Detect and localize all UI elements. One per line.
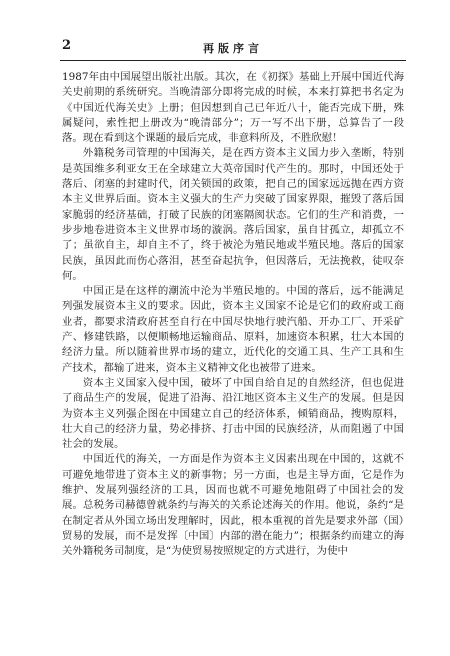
page-number: 2 <box>62 38 72 53</box>
page-header <box>62 38 404 54</box>
header-rule <box>60 60 406 61</box>
paragraph-5: 中国近代的海关，一方面是作为资本主义因素出现在中国的，这就不可避免地带进了资本主义的新事物；另一方面，也是主导方面，它是作为维护、发展列强经济的工具，因而也就不可避免地阻碍了中国社会的发展。总税务司赫德曾就条约与海关的关系论述海关的作用。他说，条约“是在制定者从外国立场出发理解时，因此，根本重视的首先是要求外部（国）贸易的发展，而不是发挥〔中国〕内部的潜在能力”；根据条约而建立的海关外籍税务司制度，是“为使贸易按照规定的方式进行，为使中 <box>62 453 404 558</box>
paragraph-4: 资本主义国家入侵中国，破坏了中国自给自足的自然经济，但也促进了商品生产的发展，促进了沿海、沿江地区资本主义生产的发展。但是因为资本主义列强企图在中国建立自己的经济体系，倾销商品，搜购原料，壮大自己的经济力量，势必排挤、打击中国的民族经济，从而阻遏了中国社会的发展。 <box>62 376 404 451</box>
body-text <box>62 70 404 560</box>
paragraph-2: 外籍税务司管理的中国海关，是在西方资本主义国力步入垄断，特别是英国维多利亚女王在全球建立大英帝国时代产生的。那时，中国还处于落后、闭塞的封建时代，闭关锁国的政策，把自己的国家远远抛在西方资本主义世界后面。资本主义强大的生产力突破了国家界限，摧毁了落后国家脆弱的经济基础，打破了民族的闭塞隔阂状态。它们的生产和消费，一步步地卷进资本主义世界市场的漩涡。落后国家，虽自甘孤立，却孤立不了；虽欲自主，却自主不了，终于被沦为殖民地或半殖民地。落后的国家民族，虽因此而伤心落泪，甚至奋起抗争，但因落后，无法挽救，徒叹奈何。 <box>62 147 404 282</box>
paragraph-3: 中国正是在这样的潮流中沦为半殖民地的。中国的落后，远不能满足列强发展资本主义的要求。因此，资本主义国家不论是它们的政府或工商业者，都要求清政府甚至自行在中国尽快地行驶汽船、开办工厂、开采矿产、修建铁路，以便顺畅地运输商品、原料，加速资本积累，壮大本国的经济力量。所以随着世界市场的建立，近代化的交通工具、生产工具和生产技术，都输了进来，资本主义精神文化也被带了进来。 <box>62 285 404 374</box>
paragraph-1: 1987年由中国展望出版社出版。其次，在《初探》基础上开展中国近代海关史前期的系统研究。当晚清部分即将完成的时候，本来打算把书名定为《中国近代海关史》上册；但因想到自己已年近八十，能否完成下册，殊属疑问，索性把上册改为“晚清部分”；万一写不出下册，总算告了一段落。现在看到这个课题的最后完成，非意料所及，不胜欣慰！ <box>62 71 404 145</box>
running-title: 再版序言 <box>203 42 263 55</box>
